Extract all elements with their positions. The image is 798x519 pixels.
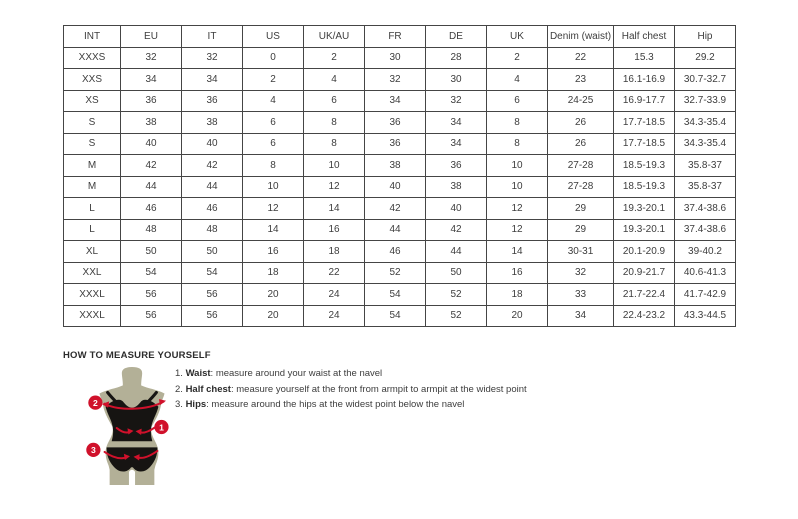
- table-row: [64, 176, 736, 198]
- size-value-cell: 36: [182, 90, 243, 112]
- size-value-cell: 17.7-18.5: [614, 133, 675, 155]
- size-value-cell: 52: [426, 284, 487, 306]
- measurement-mannequin-illustration: [76, 364, 188, 488]
- size-value-cell: 14: [487, 241, 548, 263]
- size-value-cell: 4: [487, 69, 548, 91]
- size-value-cell: 56: [121, 284, 182, 306]
- column-header: INT: [64, 26, 121, 48]
- size-value-cell: 30: [426, 69, 487, 91]
- table-row: [64, 305, 736, 327]
- size-value-cell: 46: [182, 198, 243, 220]
- size-value-cell: 16: [487, 262, 548, 284]
- size-value-cell: 54: [182, 262, 243, 284]
- measure-step: 2. Half chest: measure yourself at the front from armpit to armpit at the widest point: [175, 383, 527, 395]
- size-value-cell: 19.3-20.1: [614, 219, 675, 241]
- int-size-cell: XXXS: [64, 47, 121, 69]
- size-value-cell: 6: [304, 90, 365, 112]
- size-value-cell: 8: [304, 133, 365, 155]
- size-value-cell: 36: [426, 155, 487, 177]
- int-size-cell: M: [64, 155, 121, 177]
- column-header: DE: [426, 26, 487, 48]
- size-value-cell: 29: [548, 219, 614, 241]
- size-value-cell: 35.8-37: [675, 176, 736, 198]
- int-size-cell: L: [64, 198, 121, 220]
- size-value-cell: 40: [365, 176, 426, 198]
- size-value-cell: 10: [487, 176, 548, 198]
- size-value-cell: 32: [121, 47, 182, 69]
- table-row: [64, 90, 736, 112]
- size-value-cell: 2: [304, 47, 365, 69]
- size-value-cell: 36: [121, 90, 182, 112]
- size-value-cell: 32: [182, 47, 243, 69]
- size-value-cell: 32: [548, 262, 614, 284]
- size-value-cell: 24: [304, 284, 365, 306]
- size-value-cell: 30: [365, 47, 426, 69]
- size-value-cell: 34: [365, 90, 426, 112]
- size-value-cell: 4: [243, 90, 304, 112]
- table-row: [64, 47, 736, 69]
- size-value-cell: 40: [121, 133, 182, 155]
- size-chart-table: [63, 25, 736, 327]
- size-value-cell: 18: [304, 241, 365, 263]
- table-row: [64, 69, 736, 91]
- size-value-cell: 14: [304, 198, 365, 220]
- size-value-cell: 6: [487, 90, 548, 112]
- size-value-cell: 38: [426, 176, 487, 198]
- hips-marker-number: 3: [90, 445, 96, 456]
- int-size-cell: XS: [64, 90, 121, 112]
- size-value-cell: 2: [487, 47, 548, 69]
- size-value-cell: 0: [243, 47, 304, 69]
- size-value-cell: 48: [182, 219, 243, 241]
- size-value-cell: 34: [121, 69, 182, 91]
- size-value-cell: 38: [365, 155, 426, 177]
- size-value-cell: 42: [121, 155, 182, 177]
- size-value-cell: 54: [365, 305, 426, 327]
- table-row: [64, 219, 736, 241]
- half-chest-marker-badge: [88, 396, 102, 410]
- measure-steps-list: [175, 369, 527, 416]
- column-header: Hip: [675, 26, 736, 48]
- size-value-cell: 34: [548, 305, 614, 327]
- waist-marker-badge: [154, 420, 168, 434]
- size-value-cell: 36: [365, 112, 426, 134]
- size-value-cell: 23: [548, 69, 614, 91]
- size-value-cell: 37.4-38.6: [675, 219, 736, 241]
- size-value-cell: 29.2: [675, 47, 736, 69]
- column-header: FR: [365, 26, 426, 48]
- column-header: US: [243, 26, 304, 48]
- size-value-cell: 44: [426, 241, 487, 263]
- size-value-cell: 16.9-17.7: [614, 90, 675, 112]
- size-value-cell: 18.5-19.3: [614, 176, 675, 198]
- size-value-cell: 35.8-37: [675, 155, 736, 177]
- size-value-cell: 33: [548, 284, 614, 306]
- size-value-cell: 8: [243, 155, 304, 177]
- column-header: EU: [121, 26, 182, 48]
- size-value-cell: 24-25: [548, 90, 614, 112]
- table-row: [64, 112, 736, 134]
- size-value-cell: 20.9-21.7: [614, 262, 675, 284]
- size-value-cell: 19.3-20.1: [614, 198, 675, 220]
- size-value-cell: 6: [243, 133, 304, 155]
- size-value-cell: 34: [182, 69, 243, 91]
- size-value-cell: 20: [487, 305, 548, 327]
- column-header: UK: [487, 26, 548, 48]
- int-size-cell: XXL: [64, 262, 121, 284]
- size-value-cell: 20.1-20.9: [614, 241, 675, 263]
- size-value-cell: 52: [426, 305, 487, 327]
- size-value-cell: 28: [426, 47, 487, 69]
- table-row: [64, 133, 736, 155]
- size-value-cell: 10: [487, 155, 548, 177]
- size-value-cell: 50: [426, 262, 487, 284]
- size-value-cell: 54: [365, 284, 426, 306]
- size-value-cell: 42: [182, 155, 243, 177]
- size-value-cell: 26: [548, 133, 614, 155]
- column-header: Half chest: [614, 26, 675, 48]
- size-value-cell: 18.5-19.3: [614, 155, 675, 177]
- size-value-cell: 34: [426, 133, 487, 155]
- size-value-cell: 15.3: [614, 47, 675, 69]
- size-value-cell: 26: [548, 112, 614, 134]
- size-value-cell: 22: [304, 262, 365, 284]
- size-value-cell: 56: [121, 305, 182, 327]
- size-value-cell: 4: [304, 69, 365, 91]
- size-value-cell: 32: [365, 69, 426, 91]
- size-value-cell: 12: [304, 176, 365, 198]
- size-value-cell: 6: [243, 112, 304, 134]
- size-value-cell: 12: [243, 198, 304, 220]
- size-value-cell: 27-28: [548, 155, 614, 177]
- int-size-cell: XXXL: [64, 305, 121, 327]
- size-value-cell: 34.3-35.4: [675, 133, 736, 155]
- hips-marker-badge: [86, 443, 100, 457]
- size-value-cell: 38: [121, 112, 182, 134]
- size-value-cell: 46: [365, 241, 426, 263]
- size-value-cell: 40: [426, 198, 487, 220]
- size-value-cell: 22.4-23.2: [614, 305, 675, 327]
- int-size-cell: XL: [64, 241, 121, 263]
- size-value-cell: 46: [121, 198, 182, 220]
- size-value-cell: 12: [487, 219, 548, 241]
- size-value-cell: 34: [426, 112, 487, 134]
- measure-step: 1. Waist: measure around your waist at the navel: [175, 368, 383, 379]
- size-value-cell: 21.7-22.4: [614, 284, 675, 306]
- size-value-cell: 16: [304, 219, 365, 241]
- size-value-cell: 37.4-38.6: [675, 198, 736, 220]
- size-value-cell: 41.7-42.9: [675, 284, 736, 306]
- column-header: IT: [182, 26, 243, 48]
- size-value-cell: 18: [487, 284, 548, 306]
- int-size-cell: M: [64, 176, 121, 198]
- table-row: [64, 284, 736, 306]
- size-value-cell: 2: [243, 69, 304, 91]
- size-value-cell: 42: [426, 219, 487, 241]
- size-value-cell: 22: [548, 47, 614, 69]
- size-value-cell: 17.7-18.5: [614, 112, 675, 134]
- half-chest-marker-number: 2: [93, 397, 98, 408]
- size-value-cell: 56: [182, 305, 243, 327]
- size-value-cell: 50: [121, 241, 182, 263]
- table-row: [64, 241, 736, 263]
- int-size-cell: S: [64, 133, 121, 155]
- column-header: Denim (waist): [548, 26, 614, 48]
- size-value-cell: 10: [243, 176, 304, 198]
- column-header: UK/AU: [304, 26, 365, 48]
- size-value-cell: 38: [182, 112, 243, 134]
- size-value-cell: 16: [243, 241, 304, 263]
- size-value-cell: 12: [487, 198, 548, 220]
- size-value-cell: 54: [121, 262, 182, 284]
- int-size-cell: S: [64, 112, 121, 134]
- size-value-cell: 32: [426, 90, 487, 112]
- int-size-cell: L: [64, 219, 121, 241]
- measure-step: 3. Hips: measure around the hips at the widest point below the navel: [175, 399, 465, 410]
- size-value-cell: 48: [121, 219, 182, 241]
- size-value-cell: 27-28: [548, 176, 614, 198]
- int-size-cell: XXS: [64, 69, 121, 91]
- size-value-cell: 32.7-33.9: [675, 90, 736, 112]
- size-value-cell: 43.3-44.5: [675, 305, 736, 327]
- table-row: [64, 198, 736, 220]
- size-value-cell: 44: [121, 176, 182, 198]
- size-value-cell: 30.7-32.7: [675, 69, 736, 91]
- size-value-cell: 8: [304, 112, 365, 134]
- size-value-cell: 16.1-16.9: [614, 69, 675, 91]
- size-value-cell: 44: [182, 176, 243, 198]
- size-value-cell: 44: [365, 219, 426, 241]
- size-value-cell: 36: [365, 133, 426, 155]
- measure-section-title: HOW TO MEASURE YOURSELF: [63, 350, 211, 361]
- size-value-cell: 42: [365, 198, 426, 220]
- size-value-cell: 10: [304, 155, 365, 177]
- size-value-cell: 40: [182, 133, 243, 155]
- size-value-cell: 56: [182, 284, 243, 306]
- table-header-row: [64, 26, 736, 48]
- size-value-cell: 29: [548, 198, 614, 220]
- int-size-cell: XXXL: [64, 284, 121, 306]
- size-value-cell: 40.6-41.3: [675, 262, 736, 284]
- size-value-cell: 8: [487, 133, 548, 155]
- waist-marker-number: 1: [159, 422, 164, 433]
- size-value-cell: 18: [243, 262, 304, 284]
- table-row: [64, 155, 736, 177]
- size-value-cell: 24: [304, 305, 365, 327]
- size-value-cell: 8: [487, 112, 548, 134]
- size-value-cell: 39-40.2: [675, 241, 736, 263]
- size-value-cell: 20: [243, 284, 304, 306]
- size-value-cell: 20: [243, 305, 304, 327]
- size-value-cell: 50: [182, 241, 243, 263]
- size-value-cell: 14: [243, 219, 304, 241]
- size-value-cell: 34.3-35.4: [675, 112, 736, 134]
- table-row: [64, 262, 736, 284]
- size-value-cell: 30-31: [548, 241, 614, 263]
- size-value-cell: 52: [365, 262, 426, 284]
